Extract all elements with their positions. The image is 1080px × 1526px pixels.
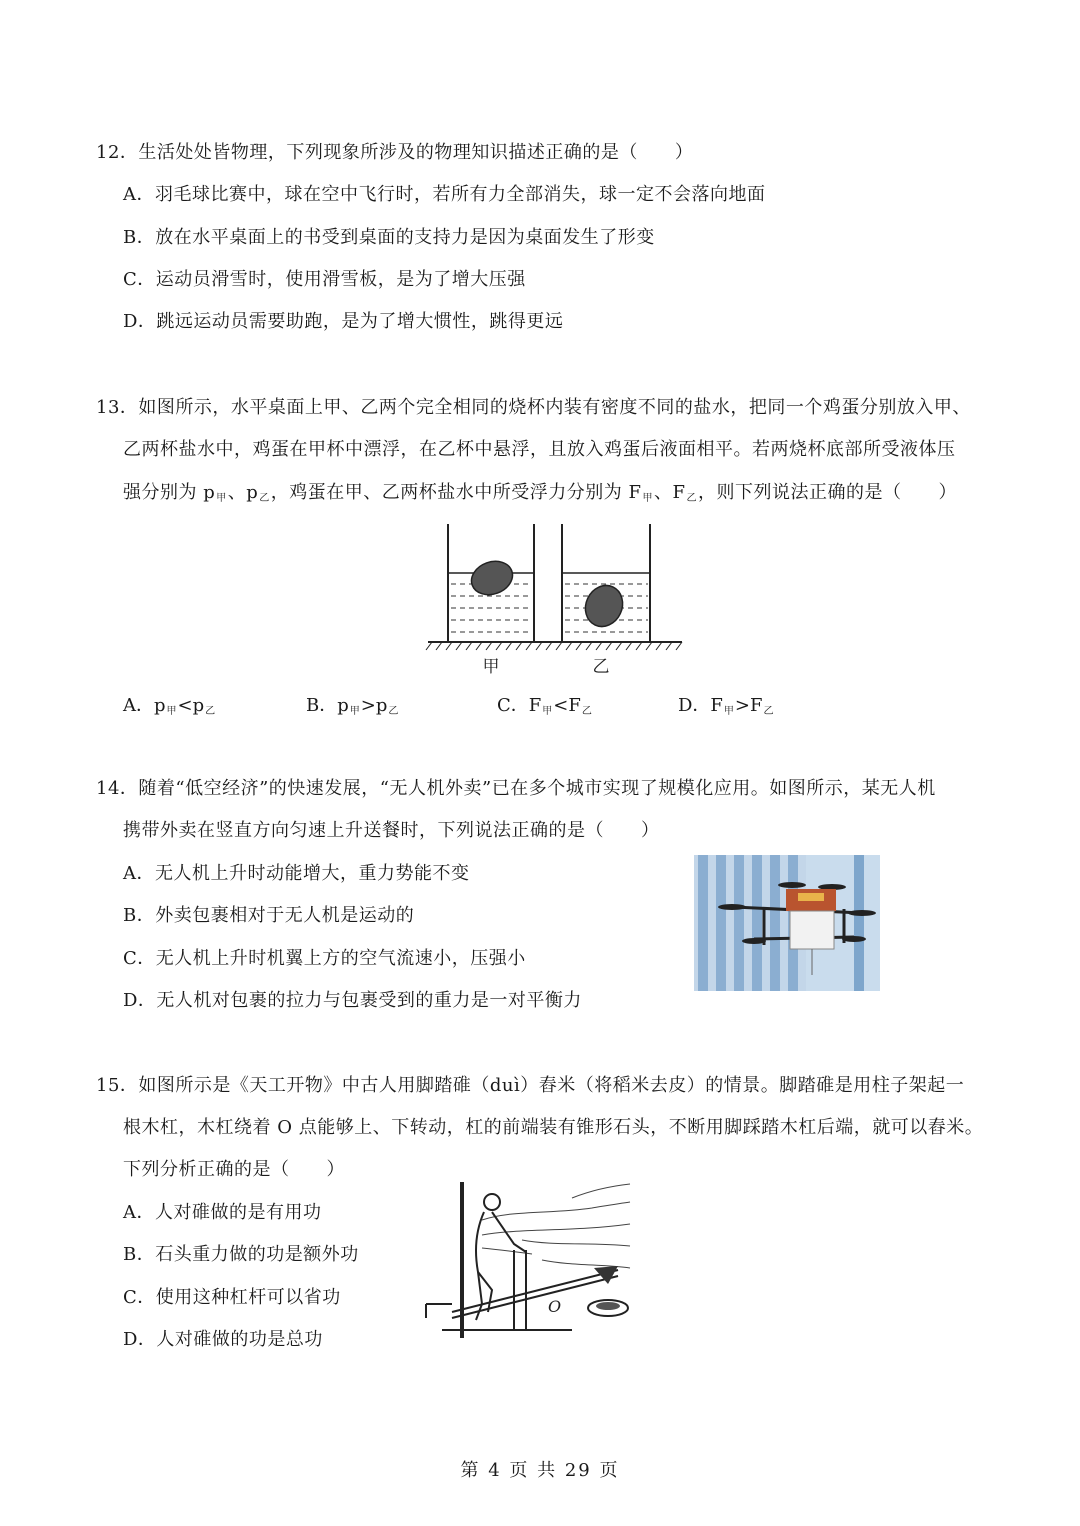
q13-beaker-figure <box>420 520 690 680</box>
pivot-o-label: O <box>548 1297 562 1316</box>
q13-sub-jia-p: 甲 <box>216 493 227 504</box>
q15-option-d: D．人对碓做的功是总功 <box>123 1329 323 1350</box>
q14-stem-line2: 携带外卖在竖直方向匀速上升送餐时，下列说法正确的是（ ） <box>123 820 660 841</box>
q13-option-a: A．$p_甲<p_乙$ <box>123 695 216 717</box>
q13-sub-jia-f: 甲 <box>642 493 653 504</box>
q14-option-c: C．无人机上升时机翼上方的空气流速小，压强小 <box>123 948 526 969</box>
q15-stem-line2: 根木杠，木杠绕着 O 点能够上、下转动，杠的前端装有锥形石头，不断用脚踩踏木杠后端，就可以舂米。 <box>123 1117 984 1138</box>
q13-option-d: D．$F_甲>F_乙$ <box>678 695 774 717</box>
q13-stem-line3-c: ，则下列说法正确的是（ ） <box>698 482 957 503</box>
q13-stem-line1: 13．如图所示，水平桌面上甲、乙两个完全相同的烧杯内装有密度不同的盐水，把同一个鸡蛋分别放入甲、 <box>96 397 971 418</box>
q15-option-b: B．石头重力做的功是额外功 <box>123 1244 359 1265</box>
q12-option-d: D．跳远运动员需要助跑，是为了增大惯性，跳得更远 <box>123 311 564 332</box>
q15-option-c: C．使用这种杠杆可以省功 <box>123 1287 341 1308</box>
q12-stem: 12．生活处处皆物理，下列现象所涉及的物理知识描述正确的是（ ） <box>96 142 694 163</box>
q14-drone-figure <box>694 855 880 991</box>
q12-option-c: C．运动员滑雪时，使用滑雪板，是为了增大压强 <box>123 269 526 290</box>
q15-stem-line3: 下列分析正确的是（ ） <box>123 1159 345 1180</box>
q13-sep-p: 、p <box>227 482 259 503</box>
q12-option-b: B．放在水平桌面上的书受到桌面的支持力是因为桌面发生了形变 <box>123 227 655 248</box>
q14-option-d: D．无人机对包裹的拉力与包裹受到的重力是一对平衡力 <box>123 990 582 1011</box>
q13-option-b: B．$p_甲>p_乙$ <box>306 695 399 717</box>
q14-stem-line1: 14．随着“低空经济”的快速发展，“无人机外卖”已在多个城市实现了规模化应用。如图所示，某无人机 <box>96 778 936 799</box>
q13-sub-yi-p: 乙 <box>259 493 270 504</box>
beaker-label-jia: 甲 <box>482 657 500 677</box>
q13-option-c: C．$F_甲<F_乙$ <box>497 695 592 717</box>
q13-sep-f: 、F <box>654 482 686 503</box>
q12-option-a: A．羽毛球比赛中，球在空中飞行时，若所有力全部消失，球一定不会落向地面 <box>123 184 766 205</box>
page-footer: 第 4 页 共 29 页 <box>460 1460 620 1481</box>
q13-stem-line3 <box>123 481 957 511</box>
q14-option-b: B．外卖包裹相对于无人机是运动的 <box>123 905 415 926</box>
q15-treadle-figure <box>422 1180 632 1340</box>
q13-sub-yi-f: 乙 <box>686 493 697 504</box>
q15-option-a: A．人对碓做的是有用功 <box>123 1202 322 1223</box>
beaker-label-yi: 乙 <box>592 657 610 677</box>
q13-stem-line3-a: 强分别为 p <box>123 482 216 503</box>
q13-stem-line3-b: ，鸡蛋在甲、乙两杯盐水中所受浮力分别为 F <box>270 482 642 503</box>
q14-option-a: A．无人机上升时动能增大，重力势能不变 <box>123 863 470 884</box>
q15-stem-line1: 15．如图所示是《天工开物》中古人用脚踏碓（duì）舂米（将稻米去皮）的情景。脚踏碓是用柱子架起一 <box>96 1075 965 1096</box>
q13-stem-line2: 乙两杯盐水中，鸡蛋在甲杯中漂浮，在乙杯中悬浮，且放入鸡蛋后液面相平。若两烧杯底部所受液体压 <box>123 439 956 460</box>
